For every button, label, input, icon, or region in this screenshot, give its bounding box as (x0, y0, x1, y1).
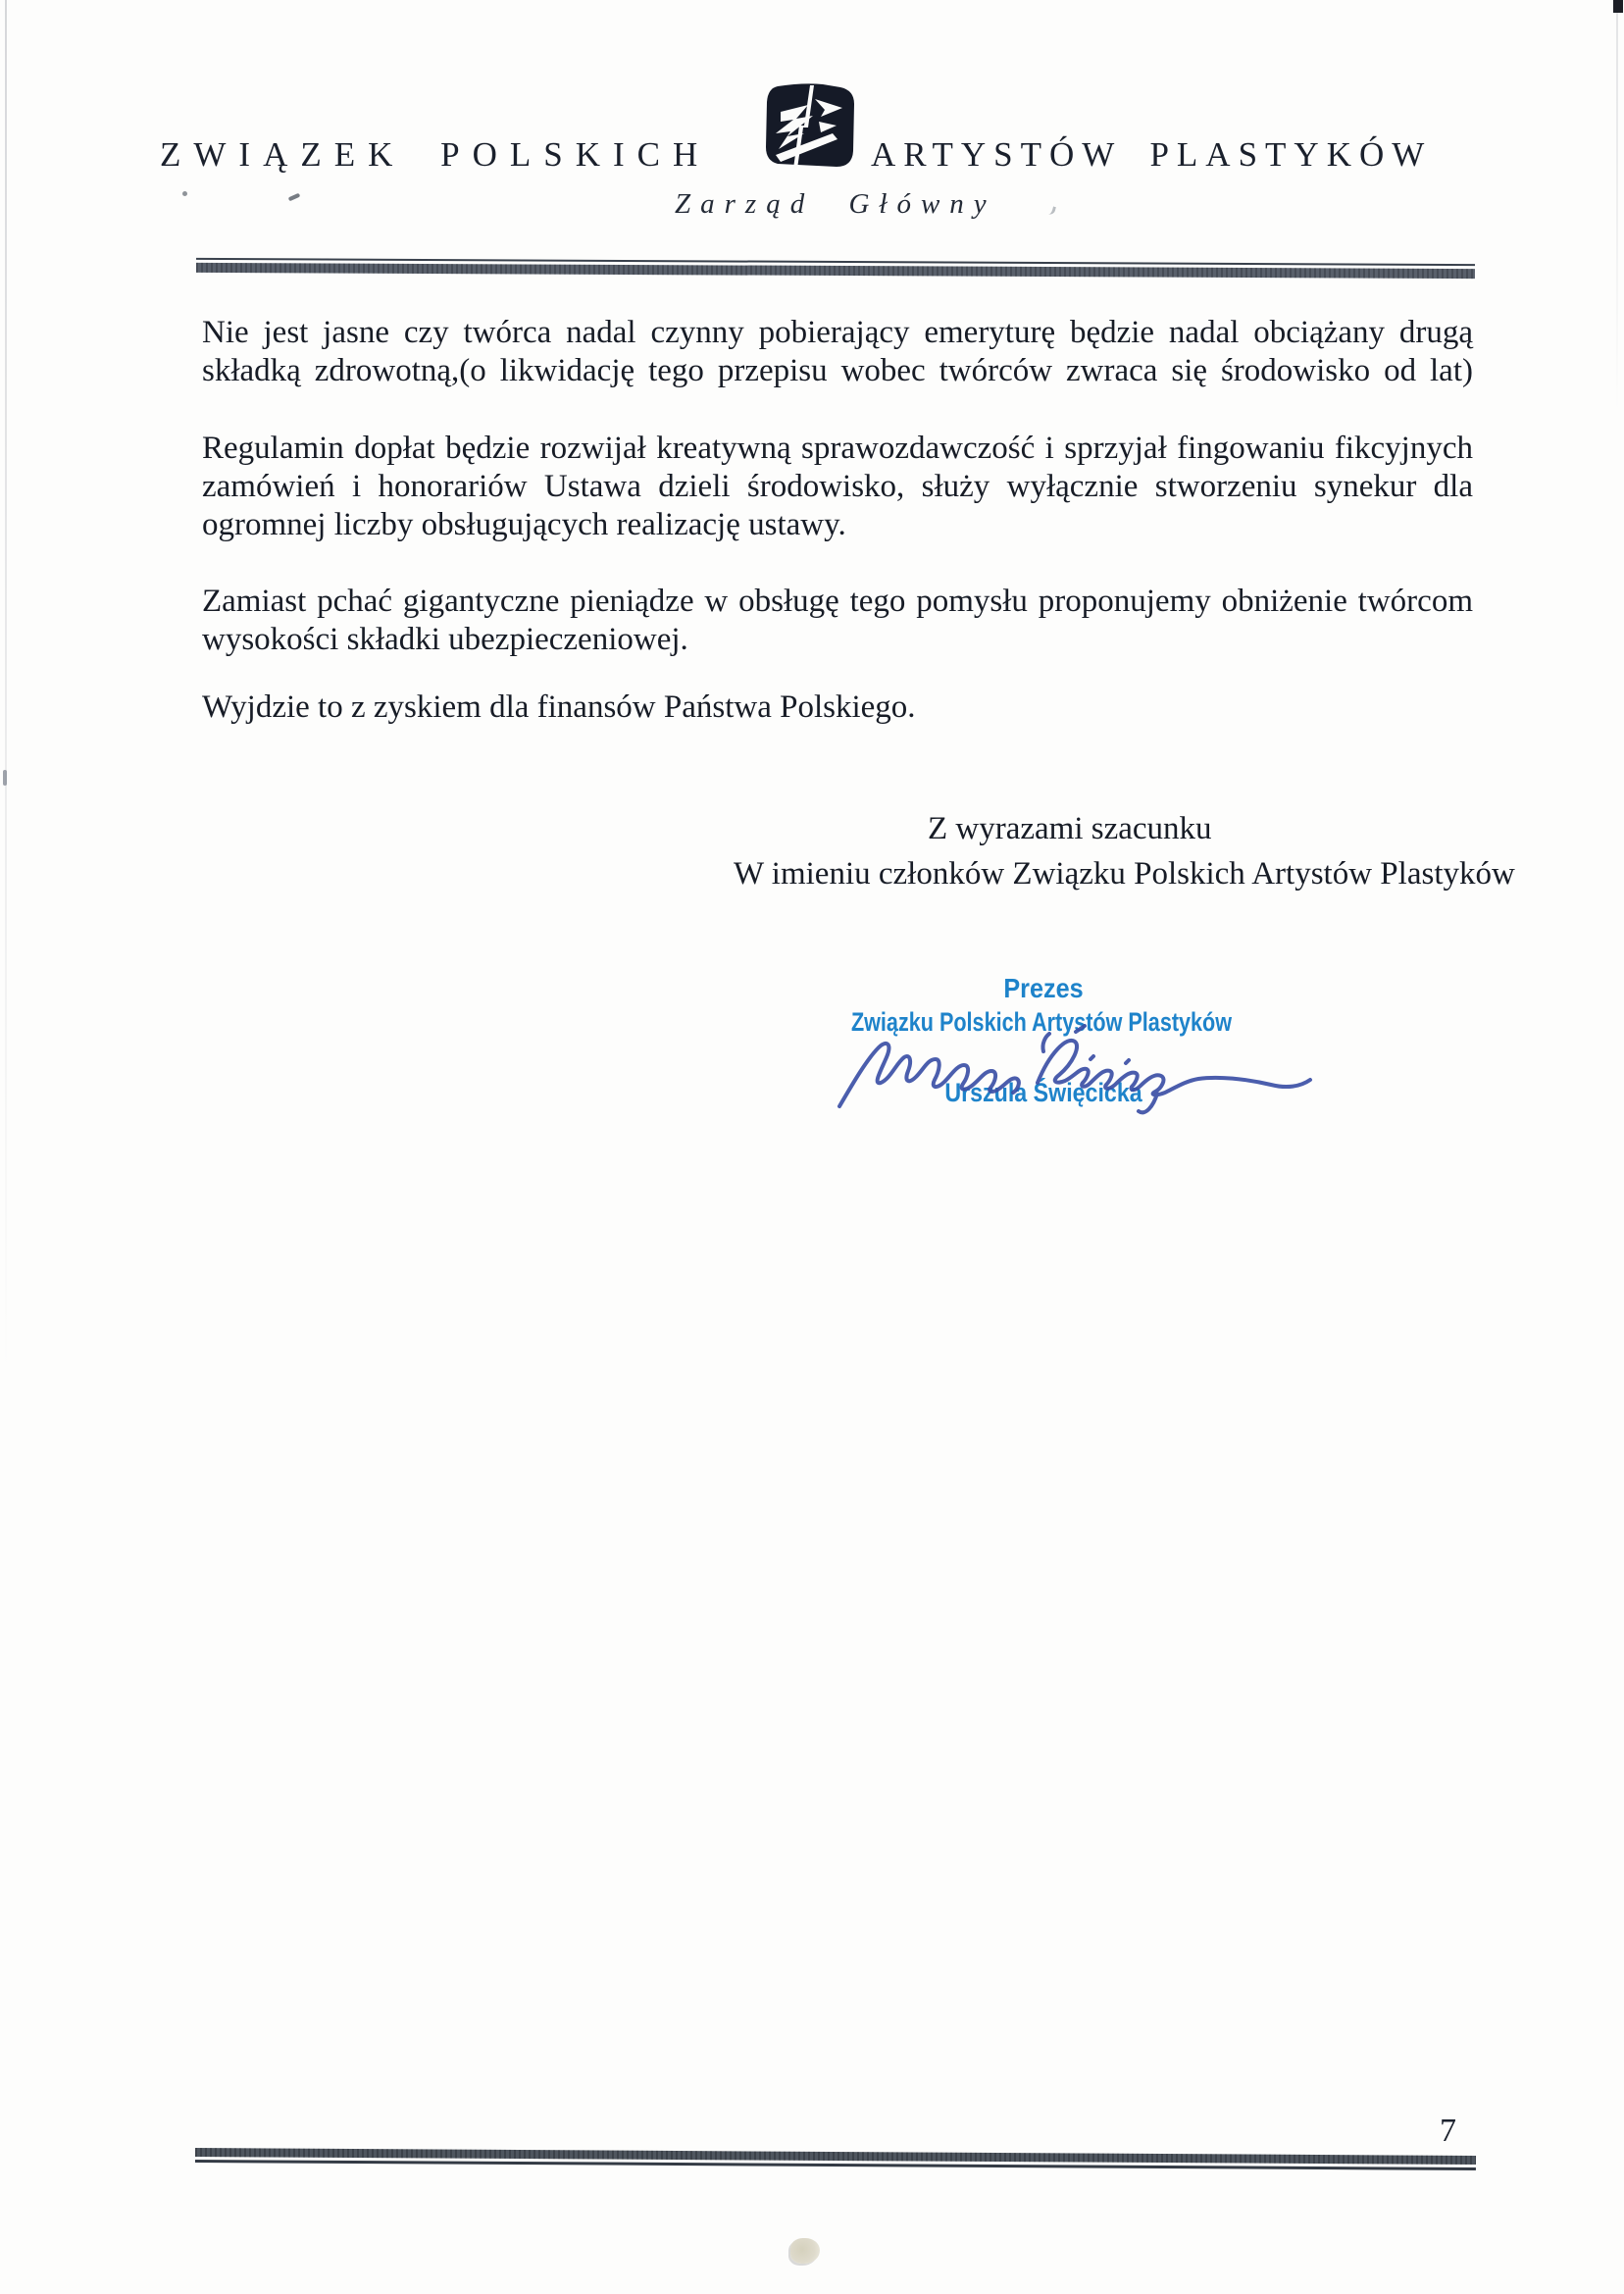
text-line: składką zdrowotną,(o likwidację tego przepisu wobec twórców zwraca się środowisko od lat) (202, 353, 1473, 388)
stamp-title: Prezes (1003, 973, 1084, 1003)
scan-speck-dash (288, 193, 301, 202)
page-number: 7 (1440, 2113, 1456, 2149)
scan-speck-comma (1046, 205, 1056, 216)
closing-salutation: Z wyrazami szacunku (928, 811, 1212, 846)
org-name-right: ARTYSTÓW PLASTYKÓW (871, 135, 1433, 174)
scan-edge-left (5, 0, 7, 1373)
paragraph-2 (202, 430, 1473, 544)
scan-smudge (790, 2238, 820, 2264)
stamp-organization: Związku Polskich Artystów Plastyków (850, 1007, 1233, 1037)
paragraph-1 (202, 314, 1473, 390)
handwritten-signature (834, 1020, 1329, 1136)
scan-corner-mark (1613, 0, 1623, 13)
org-subtitle: Zarząd Główny (675, 188, 996, 220)
closing-on-behalf: W imieniu członków Związku Polskich Artystów Plastyków (734, 856, 1515, 892)
scan-edge-right (1616, 0, 1618, 412)
stamp-signer-name: Urszula Święcicka (944, 1078, 1142, 1107)
header-rule-thick (196, 263, 1475, 279)
text-line: Wyjdzie to z zyskiem dla finansów Państwa Polskiego. (202, 689, 916, 725)
footer-rule (195, 2148, 1476, 2170)
text-line: zamówień i honorariów Ustawa dzieli środowisko, służy wyłącznie stworzeniu synekur dla (202, 469, 1473, 504)
text-line: ogromnej liczby obsługujących realizację ustawy. (202, 507, 846, 542)
scan-speck-dot (182, 191, 187, 196)
zpap-logo-icon (764, 82, 856, 169)
text-line: wysokości składki ubezpieczeniowej. (202, 622, 688, 657)
paragraph-3 (202, 583, 1473, 659)
text-line: Regulamin dopłat będzie rozwijał kreatywną sprawozdawczość i sprzyjał fingowaniu fikcyjnych (202, 431, 1473, 466)
org-name-left: ZWIĄZEK POLSKICH (160, 135, 711, 174)
scan-edge-tick (3, 770, 7, 786)
header-rule (196, 258, 1475, 279)
text-line: Nie jest jasne czy twórca nadal czynny pobierający emeryturę będzie nadal obciążany drugą (202, 315, 1473, 350)
text-line: Zamiast pchać gigantyczne pieniądze w obsługę tego pomysłu proponujemy obniżenie twórcom (202, 584, 1473, 619)
paragraph-4 (202, 688, 1473, 727)
